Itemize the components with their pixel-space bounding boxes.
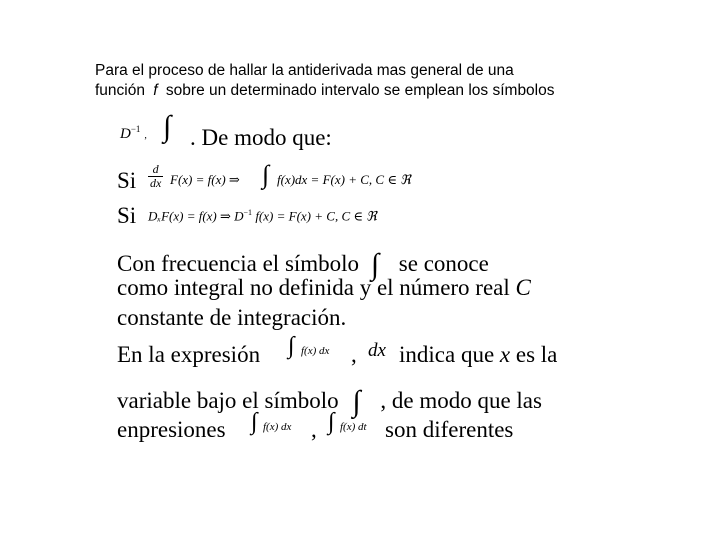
d-superscript: −1 xyxy=(130,124,141,134)
para2-line1-text: En la expresión xyxy=(117,342,261,367)
para2-variable-x: x xyxy=(499,342,511,367)
para2-es-la: es la xyxy=(515,342,558,367)
para1-line1-end: se conoce xyxy=(398,251,489,276)
si-label-1: Si xyxy=(117,168,137,193)
d-letter: D xyxy=(120,126,131,142)
para2-expr-1: f(x) dx xyxy=(301,345,330,357)
para2-line-3-start: enpresiones xyxy=(117,417,226,442)
para2-line-3-end: son diferentes xyxy=(385,417,514,442)
para2-integral-3: ∫ xyxy=(251,409,258,435)
para1-integral: ∫ xyxy=(370,248,380,281)
para1-line-2 xyxy=(117,275,531,301)
para1-constant-c: C xyxy=(515,275,531,300)
para2-line-1 xyxy=(117,342,260,368)
para2-comma-1: , xyxy=(351,342,357,367)
para2-line2-text: variable bajo el símbolo xyxy=(117,388,339,413)
si2-expr-part1: DₓF(x) = f(x) ⇒ D xyxy=(148,208,244,224)
para2-integral-1: ∫ xyxy=(288,333,295,359)
symbols-comma: , xyxy=(144,130,147,141)
para2-expr-2: f(x) dx xyxy=(263,421,292,433)
para2-indica-que: indica que xyxy=(399,342,495,367)
para1-line2-text: como integral no definida y el número real xyxy=(117,275,510,300)
para1-line-3: constante de integración. xyxy=(117,305,347,330)
frac-numerator: d xyxy=(148,163,163,177)
para2-comma-2: , xyxy=(311,417,317,442)
intro-line-1: Para el proceso de hallar la antiderivada mas general de una xyxy=(95,62,514,79)
si2-expression xyxy=(148,208,377,224)
para1-line-1 xyxy=(117,245,489,279)
symbol-d-inverse xyxy=(120,124,147,143)
intro-symbol-f: f xyxy=(153,82,158,99)
si1-expression: F(x) = f(x) ⇒ xyxy=(170,172,240,187)
si2-superscript: −1 xyxy=(243,208,253,217)
intro-line-2 xyxy=(95,81,555,101)
para2-integral-4: ∫ xyxy=(328,409,335,435)
para2-line2-end: , de modo que las xyxy=(380,388,542,413)
integral-symbol: ∫ xyxy=(163,110,172,143)
para2-line1-end xyxy=(399,342,557,368)
de-modo-que-text: . De modo que: xyxy=(190,125,332,150)
si1-integral: ∫ xyxy=(262,160,270,189)
frac-denominator: dx xyxy=(150,176,162,190)
para2-integral-2: ∫ xyxy=(352,385,361,418)
intro-rest: sobre un determinado intervalo se emplean los símbolos xyxy=(165,82,555,99)
derivative-fraction xyxy=(148,163,163,190)
si2-expr-part2: f(x) = F(x) + C, C ∈ ℜ xyxy=(255,208,377,224)
si1-expression-2: f(x)dx = F(x) + C, C ∈ ℜ xyxy=(277,172,411,187)
para1-line1-text: Con frecuencia el símbolo xyxy=(117,251,360,276)
para2-expr-3: f(x) dt xyxy=(340,421,367,433)
para2-dx: dx xyxy=(368,340,386,361)
intro-word-funcion: función xyxy=(95,82,145,99)
si-label-2: Si xyxy=(117,203,137,228)
